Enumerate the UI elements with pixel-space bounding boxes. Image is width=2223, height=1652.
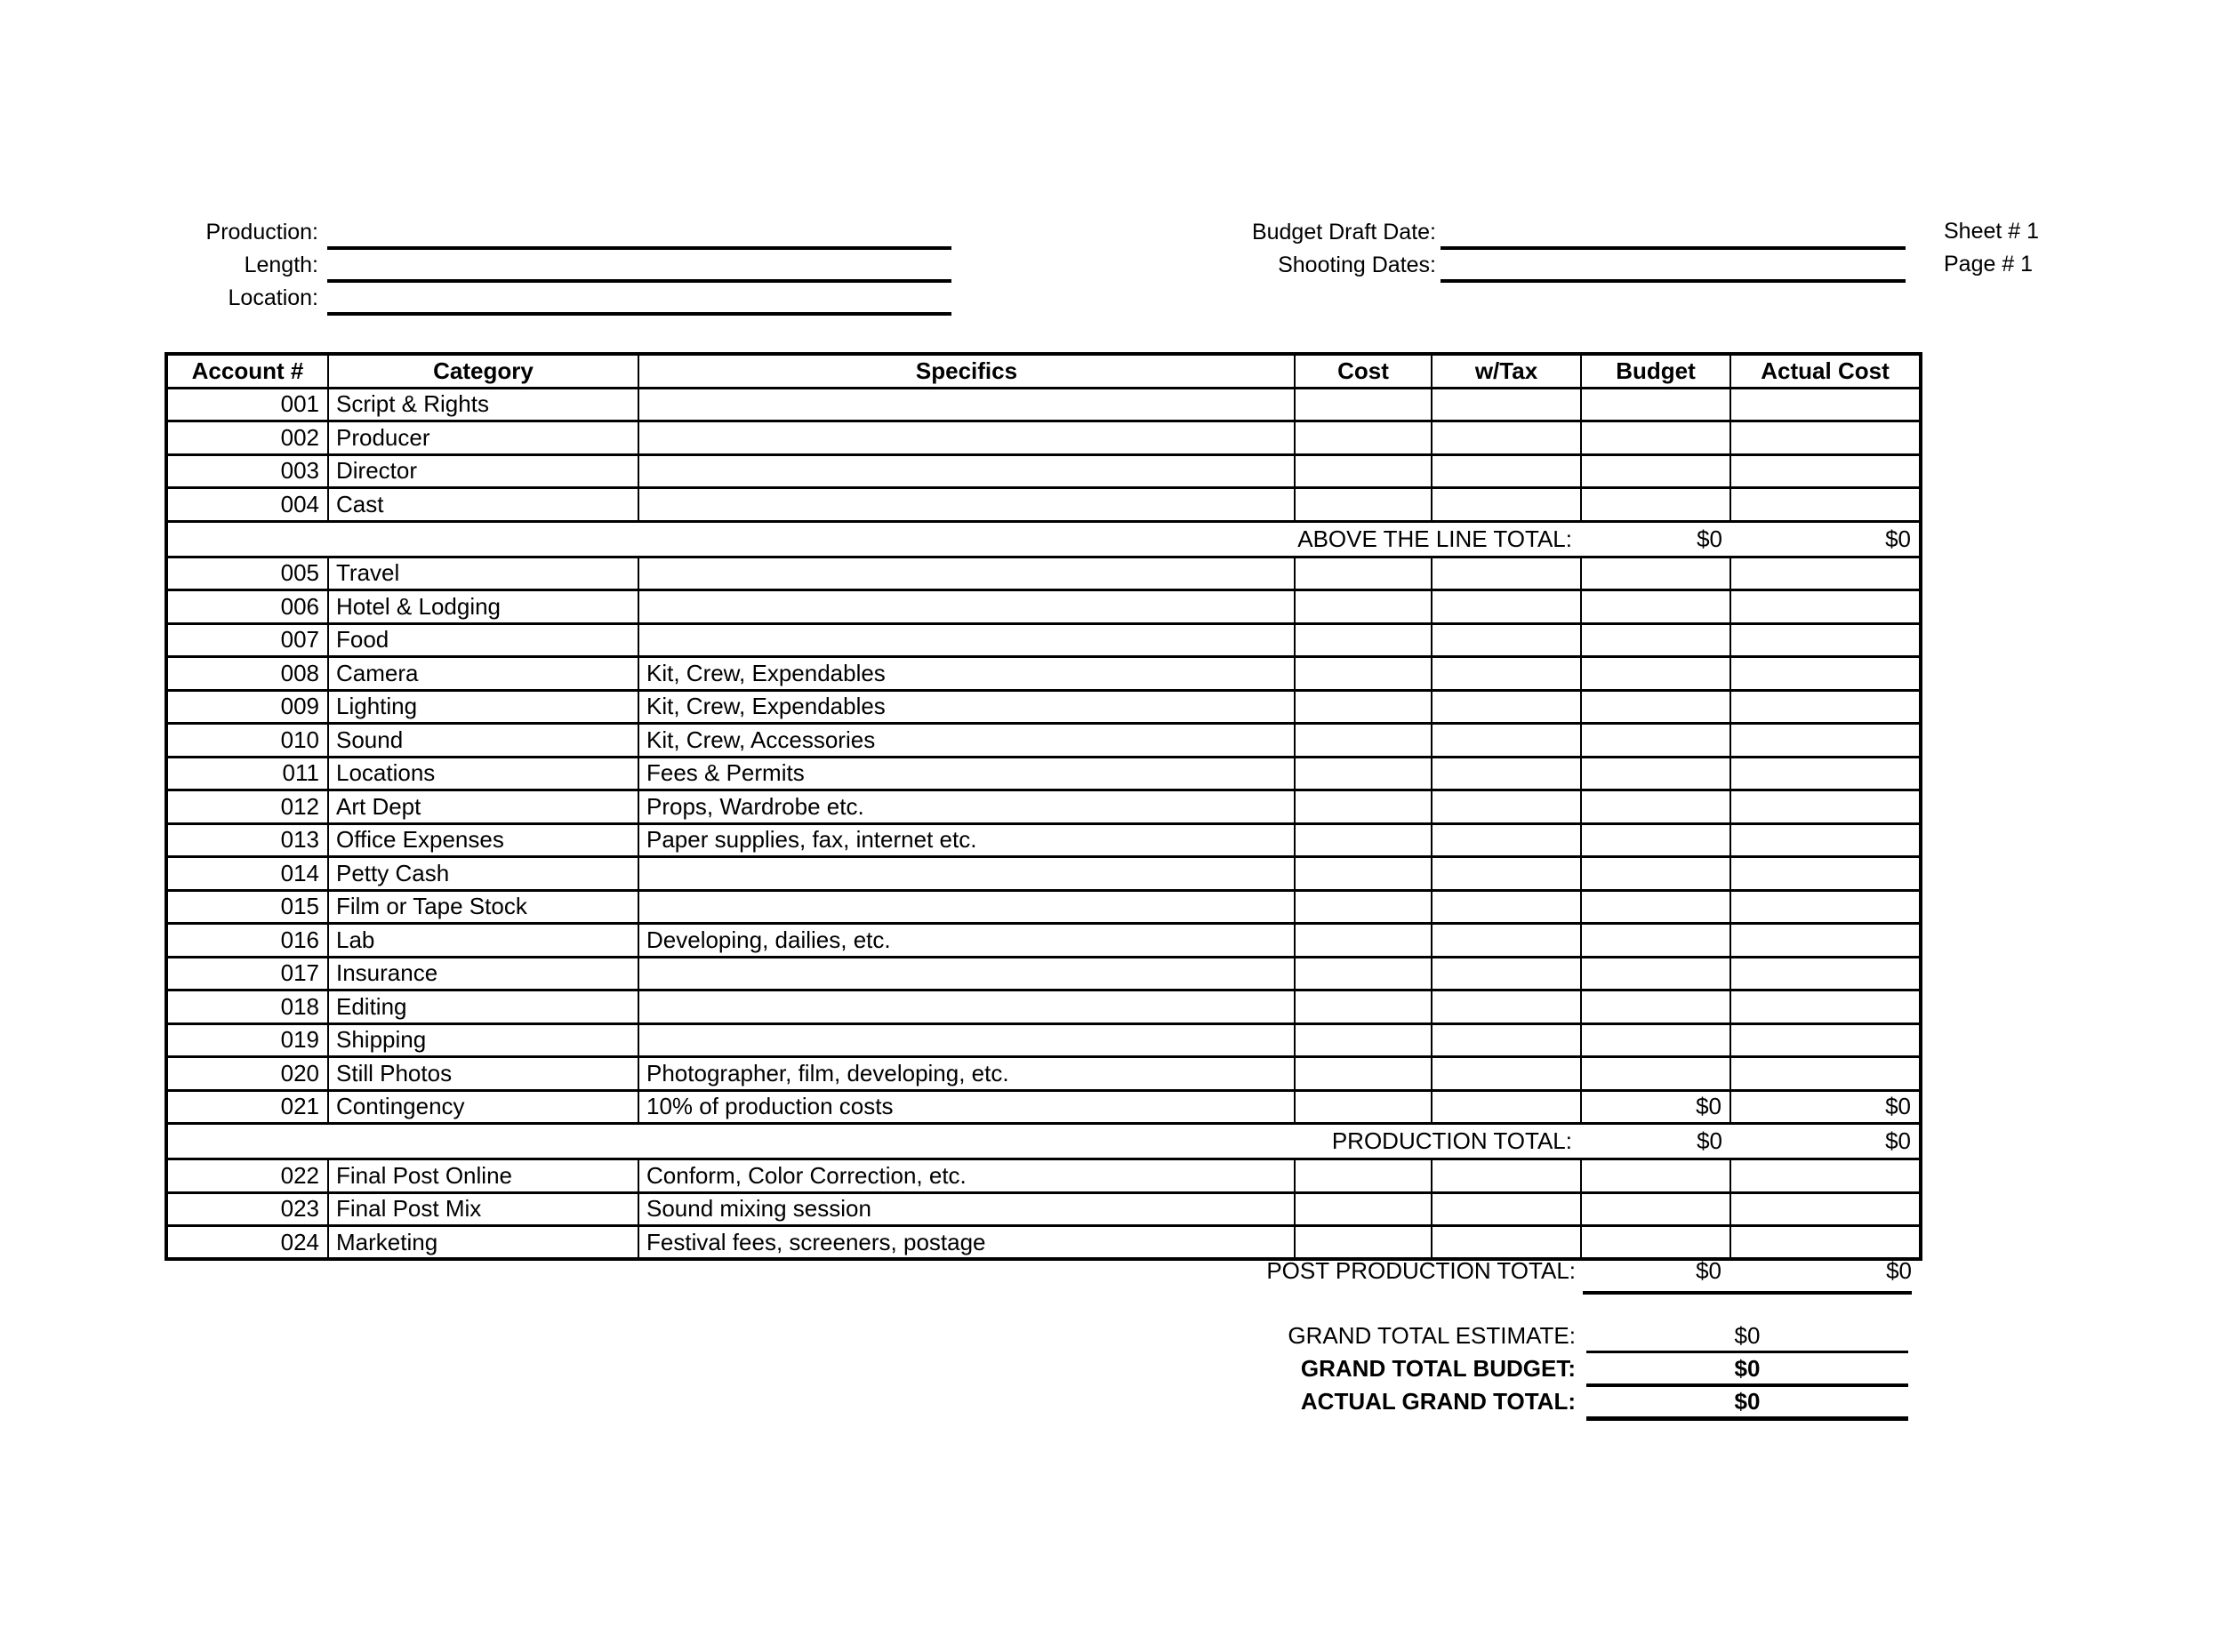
actual-cost-cell	[1730, 657, 1921, 691]
budget-cell	[1581, 454, 1730, 488]
budget-cell	[1581, 1226, 1730, 1260]
grand-total-value: $0	[1734, 1388, 1761, 1415]
grand-total-value: $0	[1734, 1322, 1761, 1349]
table-row	[166, 623, 1921, 657]
table-row	[166, 690, 1921, 724]
table-row	[166, 388, 1921, 421]
actual-cost-cell	[1730, 590, 1921, 624]
table-row	[166, 557, 1921, 590]
specifics-cell	[638, 623, 1295, 657]
wtax-cell	[1432, 957, 1581, 990]
table-row	[166, 1159, 1921, 1193]
table-row	[166, 823, 1921, 857]
specifics-cell	[638, 388, 1295, 421]
table-row	[166, 1023, 1921, 1057]
wtax-cell	[1432, 757, 1581, 790]
account-cell: 007	[166, 623, 328, 657]
category-cell: Editing	[328, 990, 638, 1024]
account-cell: 012	[166, 790, 328, 824]
budget-cell	[1581, 388, 1730, 421]
specifics-cell: Props, Wardrobe etc.	[638, 790, 1295, 824]
table-row	[166, 1226, 1921, 1260]
table-row	[166, 1192, 1921, 1226]
specifics-cell: Fees & Permits	[638, 757, 1295, 790]
cost-cell	[1295, 890, 1432, 924]
specifics-cell: 10% of production costs	[638, 1090, 1295, 1124]
budget-cell	[1581, 421, 1730, 455]
grand-total-underline	[1586, 1416, 1908, 1421]
table-row	[166, 990, 1921, 1024]
section-total-label: PRODUCTION TOTAL:	[166, 1124, 1581, 1159]
section-total-budget: $0	[1581, 521, 1730, 557]
cost-cell	[1295, 388, 1432, 421]
account-cell: 018	[166, 990, 328, 1024]
grand-total-underline	[1586, 1351, 1908, 1353]
category-cell: Lab	[328, 924, 638, 958]
category-cell: Camera	[328, 657, 638, 691]
cost-cell	[1295, 990, 1432, 1024]
grand-total-label: ACTUAL GRAND TOTAL:	[1300, 1388, 1576, 1415]
cost-cell	[1295, 623, 1432, 657]
post-production-total-underline	[1583, 1291, 1912, 1295]
budget-cell	[1581, 757, 1730, 790]
cost-cell	[1295, 823, 1432, 857]
post-production-total-actual: $0	[1886, 1257, 1912, 1284]
grand-total-underline	[1586, 1383, 1908, 1387]
actual-cost-cell	[1730, 1192, 1921, 1226]
category-cell: Petty Cash	[328, 857, 638, 891]
wtax-cell	[1432, 924, 1581, 958]
actual-cost-cell	[1730, 823, 1921, 857]
specifics-cell	[638, 454, 1295, 488]
wtax-cell	[1432, 1192, 1581, 1226]
actual-cost-cell	[1730, 724, 1921, 758]
post-production-total-budget: $0	[1696, 1257, 1721, 1284]
budget-cell	[1581, 557, 1730, 590]
account-cell: 015	[166, 890, 328, 924]
category-cell: Director	[328, 454, 638, 488]
budget-cell	[1581, 690, 1730, 724]
cost-cell	[1295, 421, 1432, 455]
account-cell: 002	[166, 421, 328, 455]
actual-cost-cell	[1730, 557, 1921, 590]
budget-cell	[1581, 924, 1730, 958]
cost-cell	[1295, 1159, 1432, 1193]
specifics-cell: Sound mixing session	[638, 1192, 1295, 1226]
cost-cell	[1295, 857, 1432, 891]
category-cell: Marketing	[328, 1226, 638, 1260]
table-row	[166, 790, 1921, 824]
actual-cost-cell	[1730, 890, 1921, 924]
table-row	[166, 757, 1921, 790]
grand-total-label: GRAND TOTAL BUDGET:	[1300, 1355, 1576, 1382]
budget-cell	[1581, 1023, 1730, 1057]
specifics-cell	[638, 557, 1295, 590]
category-cell: Office Expenses	[328, 823, 638, 857]
production-input-line	[327, 246, 951, 250]
table-row	[166, 657, 1921, 691]
cost-cell	[1295, 1226, 1432, 1260]
budget-cell	[1581, 990, 1730, 1024]
cost-cell	[1295, 690, 1432, 724]
location-label: Location:	[228, 285, 318, 310]
wtax-cell	[1432, 1023, 1581, 1057]
shooting-dates-input-line	[1441, 279, 1906, 283]
category-cell: Food	[328, 623, 638, 657]
account-cell: 022	[166, 1159, 328, 1193]
budget-cell	[1581, 790, 1730, 824]
location-input-line	[327, 312, 951, 316]
cost-cell	[1295, 757, 1432, 790]
account-cell: 004	[166, 488, 328, 522]
cost-cell	[1295, 1057, 1432, 1091]
wtax-cell	[1432, 890, 1581, 924]
wtax-cell	[1432, 857, 1581, 891]
account-cell: 010	[166, 724, 328, 758]
table-row	[166, 890, 1921, 924]
category-cell: Insurance	[328, 957, 638, 990]
wtax-cell	[1432, 454, 1581, 488]
cost-cell	[1295, 1090, 1432, 1124]
category-cell: Lighting	[328, 690, 638, 724]
actual-cost-cell	[1730, 454, 1921, 488]
cost-cell	[1295, 454, 1432, 488]
specifics-cell	[638, 990, 1295, 1024]
account-cell: 011	[166, 757, 328, 790]
col-header-cost: Cost	[1295, 354, 1432, 388]
actual-cost-cell: $0	[1730, 1090, 1921, 1124]
account-cell: 017	[166, 957, 328, 990]
table-row	[166, 857, 1921, 891]
col-header-specifics: Specifics	[638, 354, 1295, 388]
actual-cost-cell	[1730, 421, 1921, 455]
section-total-row	[166, 1124, 1921, 1159]
budget-cell	[1581, 823, 1730, 857]
table-row	[166, 924, 1921, 958]
account-cell: 003	[166, 454, 328, 488]
category-cell: Script & Rights	[328, 388, 638, 421]
grand-total-label: GRAND TOTAL ESTIMATE:	[1288, 1322, 1576, 1349]
account-cell: 024	[166, 1226, 328, 1260]
budget-draft-date-input-line	[1441, 246, 1906, 250]
account-cell: 023	[166, 1192, 328, 1226]
category-cell: Art Dept	[328, 790, 638, 824]
wtax-cell	[1432, 488, 1581, 522]
page-number: Page # 1	[1944, 252, 2034, 277]
cost-cell	[1295, 724, 1432, 758]
wtax-cell	[1432, 990, 1581, 1024]
account-cell: 021	[166, 1090, 328, 1124]
grand-total-value: $0	[1734, 1355, 1761, 1382]
wtax-cell	[1432, 421, 1581, 455]
account-cell: 006	[166, 590, 328, 624]
budget-cell	[1581, 724, 1730, 758]
section-total-row	[166, 521, 1921, 557]
section-total-actual: $0	[1730, 521, 1921, 557]
budget-cell	[1581, 857, 1730, 891]
account-cell: 013	[166, 823, 328, 857]
account-cell: 009	[166, 690, 328, 724]
cost-cell	[1295, 488, 1432, 522]
wtax-cell	[1432, 557, 1581, 590]
actual-cost-cell	[1730, 957, 1921, 990]
account-cell: 019	[166, 1023, 328, 1057]
budget-cell	[1581, 488, 1730, 522]
category-cell: Sound	[328, 724, 638, 758]
wtax-cell	[1432, 724, 1581, 758]
specifics-cell: Paper supplies, fax, internet etc.	[638, 823, 1295, 857]
category-cell: Locations	[328, 757, 638, 790]
shooting-dates-label: Shooting Dates:	[1278, 253, 1436, 277]
wtax-cell	[1432, 590, 1581, 624]
section-total-budget: $0	[1581, 1124, 1730, 1159]
budget-cell	[1581, 1057, 1730, 1091]
col-header-account: Account #	[166, 354, 328, 388]
table-row	[166, 957, 1921, 990]
specifics-cell	[638, 1023, 1295, 1057]
budget-cell	[1581, 1192, 1730, 1226]
wtax-cell	[1432, 690, 1581, 724]
actual-cost-cell	[1730, 1226, 1921, 1260]
account-cell: 014	[166, 857, 328, 891]
table-row	[166, 488, 1921, 522]
col-header-wtax: w/Tax	[1432, 354, 1581, 388]
sheet-number: Sheet # 1	[1944, 219, 2040, 244]
actual-cost-cell	[1730, 990, 1921, 1024]
specifics-cell	[638, 890, 1295, 924]
budget-cell: $0	[1581, 1090, 1730, 1124]
col-header-actual-cost: Actual Cost	[1730, 354, 1921, 388]
specifics-cell	[638, 421, 1295, 455]
section-total-actual: $0	[1730, 1124, 1921, 1159]
actual-cost-cell	[1730, 388, 1921, 421]
budget-cell	[1581, 957, 1730, 990]
wtax-cell	[1432, 1159, 1581, 1193]
section-total-label: ABOVE THE LINE TOTAL:	[166, 521, 1581, 557]
category-cell: Shipping	[328, 1023, 638, 1057]
specifics-cell	[638, 488, 1295, 522]
category-cell: Still Photos	[328, 1057, 638, 1091]
specifics-cell: Kit, Crew, Accessories	[638, 724, 1295, 758]
specifics-cell: Photographer, film, developing, etc.	[638, 1057, 1295, 1091]
cost-cell	[1295, 790, 1432, 824]
actual-cost-cell	[1730, 1057, 1921, 1091]
table-row	[166, 421, 1921, 455]
specifics-cell: Festival fees, screeners, postage	[638, 1226, 1295, 1260]
cost-cell	[1295, 957, 1432, 990]
budget-table	[165, 352, 1922, 1261]
cost-cell	[1295, 1192, 1432, 1226]
col-header-budget: Budget	[1581, 354, 1730, 388]
cost-cell	[1295, 657, 1432, 691]
col-header-category: Category	[328, 354, 638, 388]
specifics-cell: Kit, Crew, Expendables	[638, 657, 1295, 691]
table-row	[166, 1090, 1921, 1124]
wtax-cell	[1432, 1057, 1581, 1091]
actual-cost-cell	[1730, 1159, 1921, 1193]
cost-cell	[1295, 557, 1432, 590]
actual-cost-cell	[1730, 857, 1921, 891]
actual-cost-cell	[1730, 488, 1921, 522]
account-cell: 005	[166, 557, 328, 590]
table-header-row	[166, 354, 1921, 388]
cost-cell	[1295, 924, 1432, 958]
specifics-cell: Conform, Color Correction, etc.	[638, 1159, 1295, 1193]
table-row	[166, 454, 1921, 488]
cost-cell	[1295, 590, 1432, 624]
table-row	[166, 724, 1921, 758]
specifics-cell	[638, 857, 1295, 891]
category-cell: Final Post Mix	[328, 1192, 638, 1226]
account-cell: 016	[166, 924, 328, 958]
budget-draft-date-label: Budget Draft Date:	[1251, 220, 1436, 245]
category-cell: Contingency	[328, 1090, 638, 1124]
wtax-cell	[1432, 823, 1581, 857]
budget-cell	[1581, 657, 1730, 691]
budget-cell	[1581, 590, 1730, 624]
specifics-cell	[638, 590, 1295, 624]
specifics-cell: Developing, dailies, etc.	[638, 924, 1295, 958]
actual-cost-cell	[1730, 623, 1921, 657]
production-label: Production:	[205, 220, 318, 245]
specifics-cell: Kit, Crew, Expendables	[638, 690, 1295, 724]
specifics-cell	[638, 957, 1295, 990]
length-label: Length:	[244, 253, 318, 277]
budget-cell	[1581, 623, 1730, 657]
category-cell: Hotel & Lodging	[328, 590, 638, 624]
actual-cost-cell	[1730, 924, 1921, 958]
cost-cell	[1295, 1023, 1432, 1057]
actual-cost-cell	[1730, 757, 1921, 790]
post-production-total-label: POST PRODUCTION TOTAL:	[1266, 1257, 1576, 1284]
length-input-line	[327, 279, 951, 283]
category-cell: Cast	[328, 488, 638, 522]
category-cell: Film or Tape Stock	[328, 890, 638, 924]
category-cell: Producer	[328, 421, 638, 455]
budget-cell	[1581, 1159, 1730, 1193]
table-row	[166, 590, 1921, 624]
account-cell: 008	[166, 657, 328, 691]
table-row	[166, 1057, 1921, 1091]
wtax-cell	[1432, 1090, 1581, 1124]
actual-cost-cell	[1730, 790, 1921, 824]
wtax-cell	[1432, 1226, 1581, 1260]
category-cell: Travel	[328, 557, 638, 590]
actual-cost-cell	[1730, 690, 1921, 724]
actual-cost-cell	[1730, 1023, 1921, 1057]
budget-cell	[1581, 890, 1730, 924]
wtax-cell	[1432, 388, 1581, 421]
account-cell: 001	[166, 388, 328, 421]
category-cell: Final Post Online	[328, 1159, 638, 1193]
wtax-cell	[1432, 623, 1581, 657]
wtax-cell	[1432, 657, 1581, 691]
account-cell: 020	[166, 1057, 328, 1091]
wtax-cell	[1432, 790, 1581, 824]
